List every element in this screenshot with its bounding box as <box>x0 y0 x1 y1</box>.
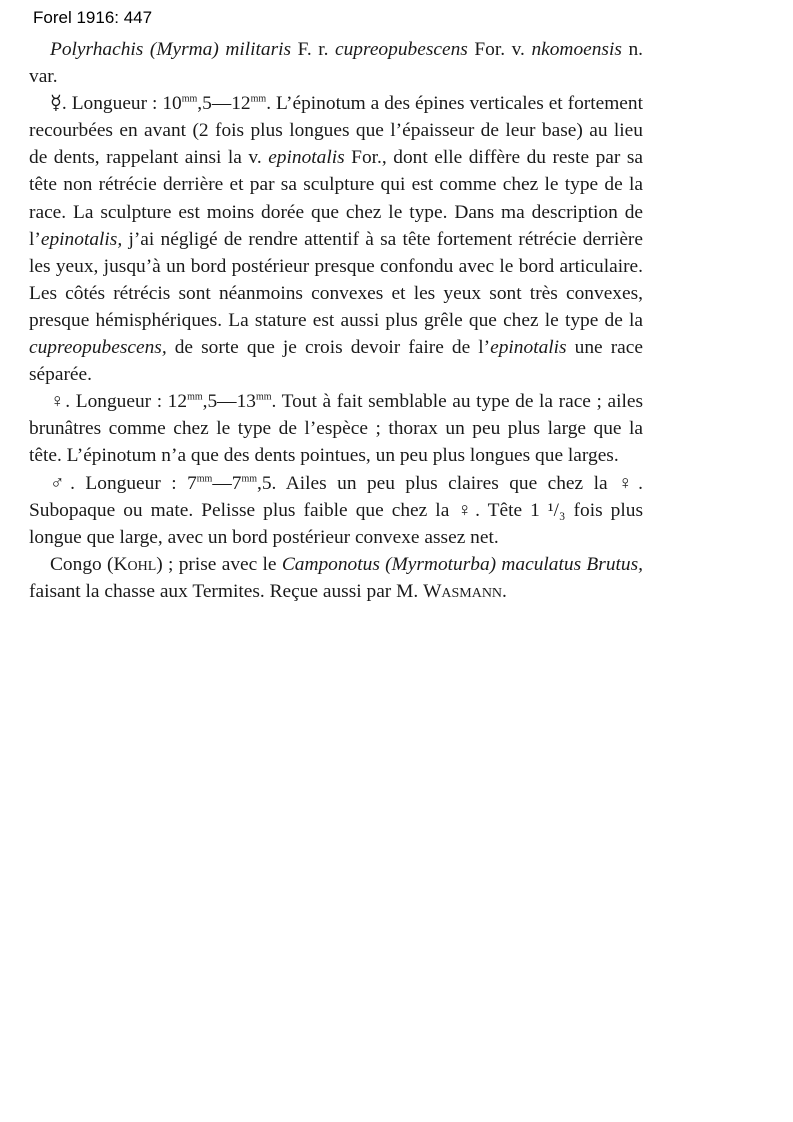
sender-name: Wasmann <box>423 580 503 602</box>
taxon-name: Polyrhachis (Myrma) militaris <box>50 39 292 60</box>
worker-description-paragraph: ☿. Longueur : $10^{mm},5—12^{mm}$. L’épinotum a des épines verticales et fortement recourbées en avant (2 fois plus longues que l’épaisseur de leur base) au lieu de dents, rappelant ainsi la v. epinotalis For., dont elle diffère du reste par sa tête non rétrécie derrière et par sa sculpture qui est comme chez le type de la race. La sculpture est moins dorée que chez le type. Dans ma description de l’epinotalis, j’ai négligé de rendre attentif à sa tête fortement rétrécie derrière les yeux, jusqu’à un bord postérieur presque confondu avec le bord articulaire. Les côtés rétrécis sont néanmoins convexes et les yeux sont très convexes, presque hémisphériques. La stature est aussi plus grêle que chez le type de la cupreopubescens, de sorte que je crois devoir faire de l’epinotalis une race séparée. <box>29 93 644 386</box>
subspecies-name: cupreopubescens <box>335 39 468 60</box>
queen-symbol: ♀ <box>50 391 66 413</box>
citation-header: Forel 1916: 447 <box>33 8 153 27</box>
male-description-paragraph: ♂. Longueur : $7^{mm}—7^{mm},5$. Ailes un peu plus claires que chez la ♀. Subopaque ou mate. Pelisse plus faible que chez la ♀. Tête 1 ¹/₃ fois plus longue que large, avec un bord postérieur convexe assez net. <box>29 472 644 548</box>
page-body <box>29 36 643 605</box>
locality-paragraph: Congo (Kohl) ; prise avec le Camponotus (Myrmoturba) maculatus Brutus, faisant la chasse aux Termites. Reçue aussi par M. Wasmann. <box>29 553 643 602</box>
taxon-heading-paragraph: Polyrhachis (Myrma) militaris F. r. cupreopubescens For. v. nkomoensis n. var. <box>29 39 643 88</box>
fraction: ¹/₃ <box>547 499 566 521</box>
worker-symbol: ☿ <box>50 93 62 115</box>
associated-species: Camponotus (Myrmoturba) maculatus Brutus, <box>281 553 643 575</box>
variety-name: nkomoensis <box>531 39 622 60</box>
queen-description-paragraph: ♀. Longueur : $12^{mm},5—13^{mm}$. Tout à fait semblable au type de la race ; ailes brunâtres comme chez le type de l’espèce ; thorax un peu plus large que la tête. L’épinotum n’a que des dents pointues, un peu plus longues que larges. <box>29 391 644 467</box>
male-symbol: ♂ <box>50 472 71 494</box>
collector-name: Kohl <box>113 553 157 575</box>
